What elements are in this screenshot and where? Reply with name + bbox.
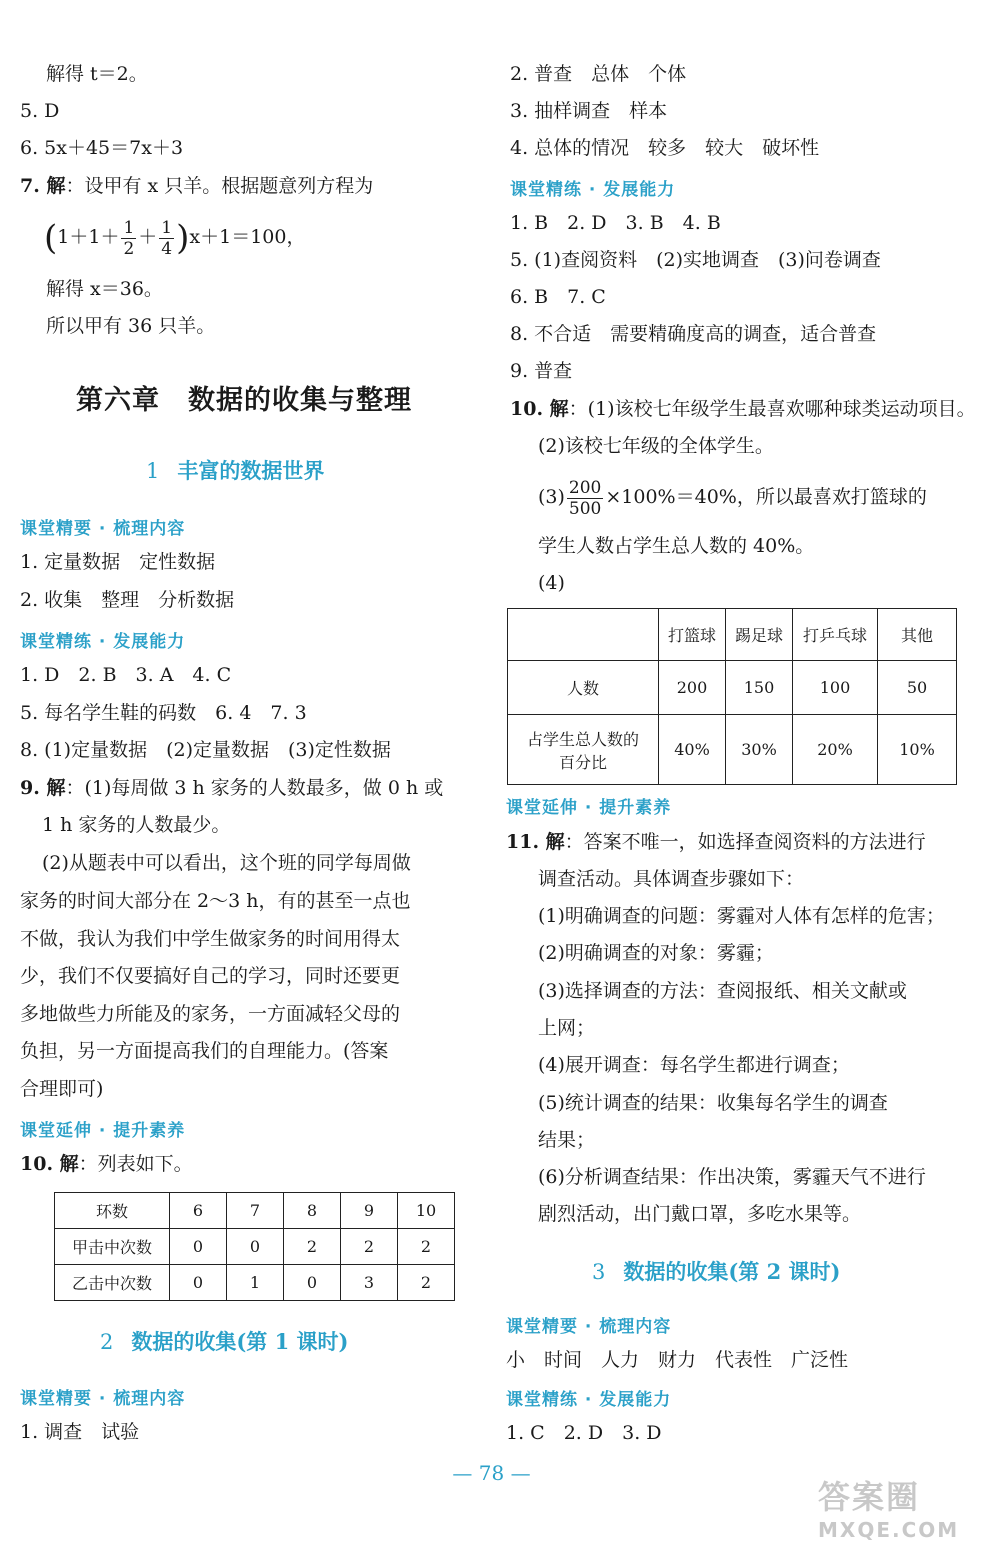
answer-line: 剧烈活动，出门戴口罩，多吃水果等。: [538, 1203, 862, 1225]
answer-line: 5. (1)查阅资料 (2)实地调查 (3)问卷调查: [510, 249, 881, 271]
section-heading: 课堂精要 · 梳理内容: [20, 519, 186, 539]
answer-line: 1. B 2. D 3. B 4. B: [510, 212, 721, 234]
answer-line: 6. B 7. C: [510, 286, 606, 308]
chapter-title: 第六章 数据的收集与整理: [76, 385, 412, 416]
answer-line: 8. 不合适 需要精确度高的调查，适合普查: [510, 323, 877, 345]
answer-line: (2)明确调查的对象：雾霾；: [538, 942, 774, 964]
table-header-row: 打篮球 踢足球 打乒乓球 其他: [508, 609, 957, 661]
section-heading: 课堂精练 · 发展能力: [510, 180, 676, 200]
answer-line: 合理即可): [20, 1078, 104, 1100]
solution-line: 解得 x＝36。: [46, 278, 163, 300]
answer-line: 不做，我认为我们中学生做家务的时间用得太: [20, 928, 401, 950]
equation: (1＋1＋ $\frac{1}{2}$ ＋ $\frac{1}{4}$ )x＋1＝100，: [44, 217, 306, 259]
answer-line: 4. 总体的情况 较多 较大 破坏性: [510, 137, 820, 159]
answer-line: 调查活动。具体调查步骤如下：: [538, 868, 805, 890]
answer-line: 多地做些力所能及的家务，一方面减轻父母的: [20, 1003, 401, 1025]
fraction: $\frac{1}{2}$: [123, 217, 135, 259]
fraction: $\frac{200}{500}$: [568, 477, 602, 519]
answer-line: 负担，另一方面提高我们的自理能力。(答案: [20, 1040, 389, 1062]
table-row: 甲击中次数 0 0 2 2 2: [55, 1229, 455, 1265]
answer-line: (3) $\frac{200}{500}$ ×100%＝40%，所以最喜欢打篮球的: [538, 477, 927, 519]
answer-line: (2)从题表中可以看出，这个班的同学每周做: [42, 852, 411, 874]
answer-line: 2. 收集 整理 分析数据: [20, 589, 235, 611]
answer-line: 小 时间 人力 财力 代表性 广泛性: [506, 1349, 849, 1371]
question-number: 7. 解: [20, 175, 66, 197]
answer-line: (6)分析调查结果：作出决策，雾霾天气不进行: [538, 1166, 926, 1188]
page-number: — 78 —: [452, 1461, 531, 1485]
solution-line: 所以甲有 36 只羊。: [46, 315, 216, 337]
answer-line: 上网；: [538, 1017, 596, 1039]
answer-line: 10. 解：(1)该校七年级学生最喜欢哪种球类运动项目。: [510, 398, 976, 420]
answer-line: (3)选择调查的方法：查阅报纸、相关文献或: [538, 980, 907, 1002]
section-heading: 课堂精练 · 发展能力: [20, 632, 186, 652]
answer-line: 1. 调查 试验: [20, 1421, 140, 1443]
section-heading: 课堂延伸 · 提升素养: [506, 798, 672, 818]
answer-line: 5. 每名学生鞋的码数 6. 4 7. 3: [20, 702, 307, 724]
answer-line: (4): [538, 572, 565, 594]
answer-line: 家务的时间大部分在 2～3 h，有的甚至一点也: [20, 890, 411, 912]
table-row: 占学生总人数的 百分比 40% 30% 20% 10%: [508, 715, 957, 785]
answer-line: 9. 解：(1)每周做 3 h 家务的人数最多，做 0 h 或: [20, 777, 444, 799]
answer-line: 1. 定量数据 定性数据: [20, 551, 216, 573]
answer-line: (2)该校七年级的全体学生。: [538, 435, 774, 457]
section-heading: 课堂延伸 · 提升素养: [20, 1121, 186, 1141]
answer-line: 10. 解：列表如下。: [20, 1153, 193, 1175]
table-row: 人数 200 150 100 50: [508, 661, 957, 715]
shooting-table: [54, 1192, 455, 1301]
answer-line: 1. D 2. B 3. A 4. C: [20, 664, 232, 686]
solution-line: 解得 t＝2。: [46, 63, 148, 85]
answer-line: 9. 普查: [510, 360, 573, 382]
answer-line: (1)明确调查的问题：雾霾对人体有怎样的危害；: [538, 905, 945, 927]
answer-line: 2. 普查 总体 个体: [510, 63, 687, 85]
answer-line: 8. (1)定量数据 (2)定量数据 (3)定性数据: [20, 739, 391, 761]
table-header-row: 环数 6 7 8 9 10: [55, 1193, 455, 1229]
lesson-title: 2 数据的收集(第 1 课时): [100, 1329, 349, 1354]
answer-line: 11. 解：答案不唯一，如选择查阅资料的方法进行: [506, 831, 926, 853]
lesson-title: 3 数据的收集(第 2 课时): [592, 1259, 841, 1284]
answer-line: (4)展开调查：每名学生都进行调查；: [538, 1054, 850, 1076]
table-row: 乙击中次数 0 1 0 3 2: [55, 1265, 455, 1301]
question-number: 11. 解: [506, 831, 565, 853]
answer-line: (5)统计调查的结果：收集每名学生的调查: [538, 1092, 888, 1114]
section-heading: 课堂精要 · 梳理内容: [506, 1317, 672, 1337]
answer-line: 1. C 2. D 3. D: [506, 1422, 662, 1444]
answer-line: 少，我们不仅要搞好自己的学习，同时还要更: [20, 965, 401, 987]
answer-line: 1 h 家务的人数最少。: [42, 814, 231, 836]
lesson-title: 1 丰富的数据世界: [146, 458, 325, 483]
question-number: 10. 解: [510, 398, 569, 420]
watermark-logo: 答案圈 MXQE.COM: [818, 1478, 960, 1542]
question-number: 10. 解: [20, 1153, 79, 1175]
answer-line: 3. 抽样调查 样本: [510, 100, 668, 122]
ball-sports-table: [507, 608, 957, 785]
question-number: 9. 解: [20, 777, 66, 799]
answer-line: 6. 5x＋45＝7x＋3: [20, 137, 184, 159]
section-heading: 课堂精练 · 发展能力: [506, 1390, 672, 1410]
answer-line: 7. 解：设甲有 x 只羊。根据题意列方程为: [20, 175, 374, 197]
answer-line: 5. D: [20, 100, 60, 122]
fraction: $\frac{1}{4}$: [161, 217, 173, 259]
section-heading: 课堂精要 · 梳理内容: [20, 1389, 186, 1409]
answer-line: 结果；: [538, 1129, 596, 1151]
answer-line: 学生人数占学生总人数的 40%。: [538, 535, 815, 557]
